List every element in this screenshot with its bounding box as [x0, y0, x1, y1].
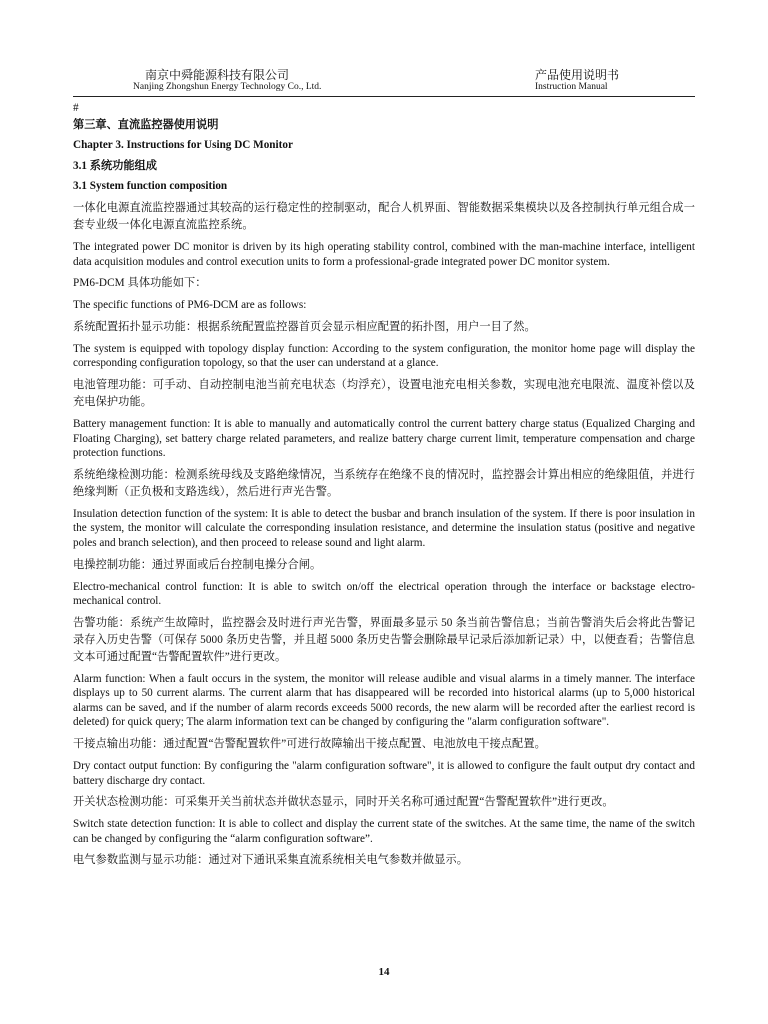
document-body [73, 101, 695, 875]
chapter-title-en: Chapter 3. Instructions for Using DC Monitor [73, 139, 293, 152]
paragraph-alarm-cn: 告警功能：系统产生故障时，监控器会及时进行声光告警，界面最多显示 50 条当前告警信息；当前告警消失后会将此告警记录存入历史告警（可保存 5000 条历史告警，并且超 5000 条历史告警会删除最早记录后添加新记录）中，以便查看；告警信息文本可通过配置“告警配置软件”进行更改。 [73, 616, 695, 663]
header-doc-cn: 产品使用说明书 [535, 68, 620, 82]
paragraph-battery-cn: 电池管理功能：可手动、自动控制电池当前充电状态（均浮充），设置电池充电相关参数，实现电池充电限流、温度补偿以及充电保护功能。 [73, 378, 695, 408]
paragraph-dry-contact-en: Dry contact output function: By configuring the "alarm configuration software", it is allowed to configure the fault output dry contact and battery discharge dry contact. [73, 760, 695, 787]
paragraph-switch-cn: 开关状态检测功能：可采集开关当前状态并做状态显示，同时开关名称可通过配置“告警配置软件”进行更改。 [73, 796, 614, 809]
paragraph-insulation-en: Insulation detection function of the system: It is able to detect the busbar and branch insulation of the system. If there is poor insulation in the system, the monitor will calculate the corresponding insulation resistance, and determine the insulation status (positive and negative poles and branch selection), and then proceed to release sound and light alarm. [73, 507, 695, 549]
paragraph-topology-cn: 系统配置拓扑显示功能：根据系统配置监控器首页会显示相应配置的拓扑图，用户一目了然。 [73, 320, 536, 333]
paragraph-insulation-cn: 系统绝缘检测功能：检测系统母线及支路绝缘情况，当系统存在绝缘不良的情况时，监控器会计算出相应的绝缘阻值，并进行绝缘判断（正负极和支路选线），然后进行声光告警。 [73, 468, 695, 498]
paragraph-dry-contact-cn: 干接点输出功能：通过配置“告警配置软件”可进行故障输出干接点配置、电池放电干接点配置。 [73, 738, 546, 751]
paragraph-functions-en: The specific functions of PM6-DCM are as follows: [73, 299, 307, 312]
paragraph-intro-cn: 一体化电源直流监控器通过其较高的运行稳定性的控制驱动，配合人机界面、智能数据采集模块以及各控制执行单元组合成一套专业级一体化电源直流监控系统。 [73, 201, 695, 231]
paragraph-electro-en: Electro-mechanical control function: It is able to switch on/off the electrical operation through the interface or backstage electro-mechanical control. [73, 580, 695, 608]
hash-mark: # [73, 102, 79, 114]
page-number: 14 [378, 966, 390, 978]
paragraph-switch-en: Switch state detection function: It is able to collect and display the current state of the switches. At the same time, the name of the switch can be changed by configuring the “alarm configuration software”. [73, 818, 695, 845]
section-title-en: 3.1 System function composition [73, 180, 228, 193]
section-title-cn: 3.1 系统功能组成 [73, 159, 157, 172]
chapter-title-cn: 第三章、直流监控器使用说明 [73, 118, 219, 131]
page-header [73, 66, 695, 97]
header-company-cn: 南京中舜能源科技有限公司 [145, 68, 290, 82]
paragraph-topology-en: The system is equipped with topology display function: According to the system configuration, the monitor home page will display the corresponding configuration topology, so that the user can understand at a glance. [73, 342, 695, 370]
paragraph-alarm-en: Alarm function: When a fault occurs in the system, the monitor will release audible and visual alarms in a timely manner. The interface displays up to 50 current alarms. The current alarm that has disappeared will be recorded into historical alarms (up to 5,000 historical alarms can be saved, and if the number of alarm records exceeds 5000 records, the new alarm will be recorded after the earliest record is deleted) for quick query; The alarm information text can be changed by configuring the "alarm configuration software". [73, 672, 695, 729]
paragraph-battery-en: Battery management function: It is able to manually and automatically control the current battery charge status (Equalized Charging and Floating Charging), set battery charge related parameters, and realize battery charge current limit, temperature compensation and charge protection functions. [73, 417, 695, 460]
header-company-en: Nanjing Zhongshun Energy Technology Co., Ltd. [133, 82, 322, 92]
header-doc-en: Instruction Manual [535, 82, 608, 92]
paragraph-parameters-cn: 电气参数监测与显示功能：通过对下通讯采集直流系统相关电气参数并做显示。 [73, 854, 469, 867]
paragraph-electro-cn: 电操控制功能：通过界面或后台控制电操分合闸。 [73, 558, 322, 571]
paragraph-intro-en: The integrated power DC monitor is driven by its high operating stability control, combined with the man-machine interface, intelligent data acquisition modules and control execution units to form a professional-grade integrated power DC monitor system. [73, 240, 695, 268]
paragraph-functions-cn: PM6-DCM 具体功能如下： [73, 277, 207, 290]
